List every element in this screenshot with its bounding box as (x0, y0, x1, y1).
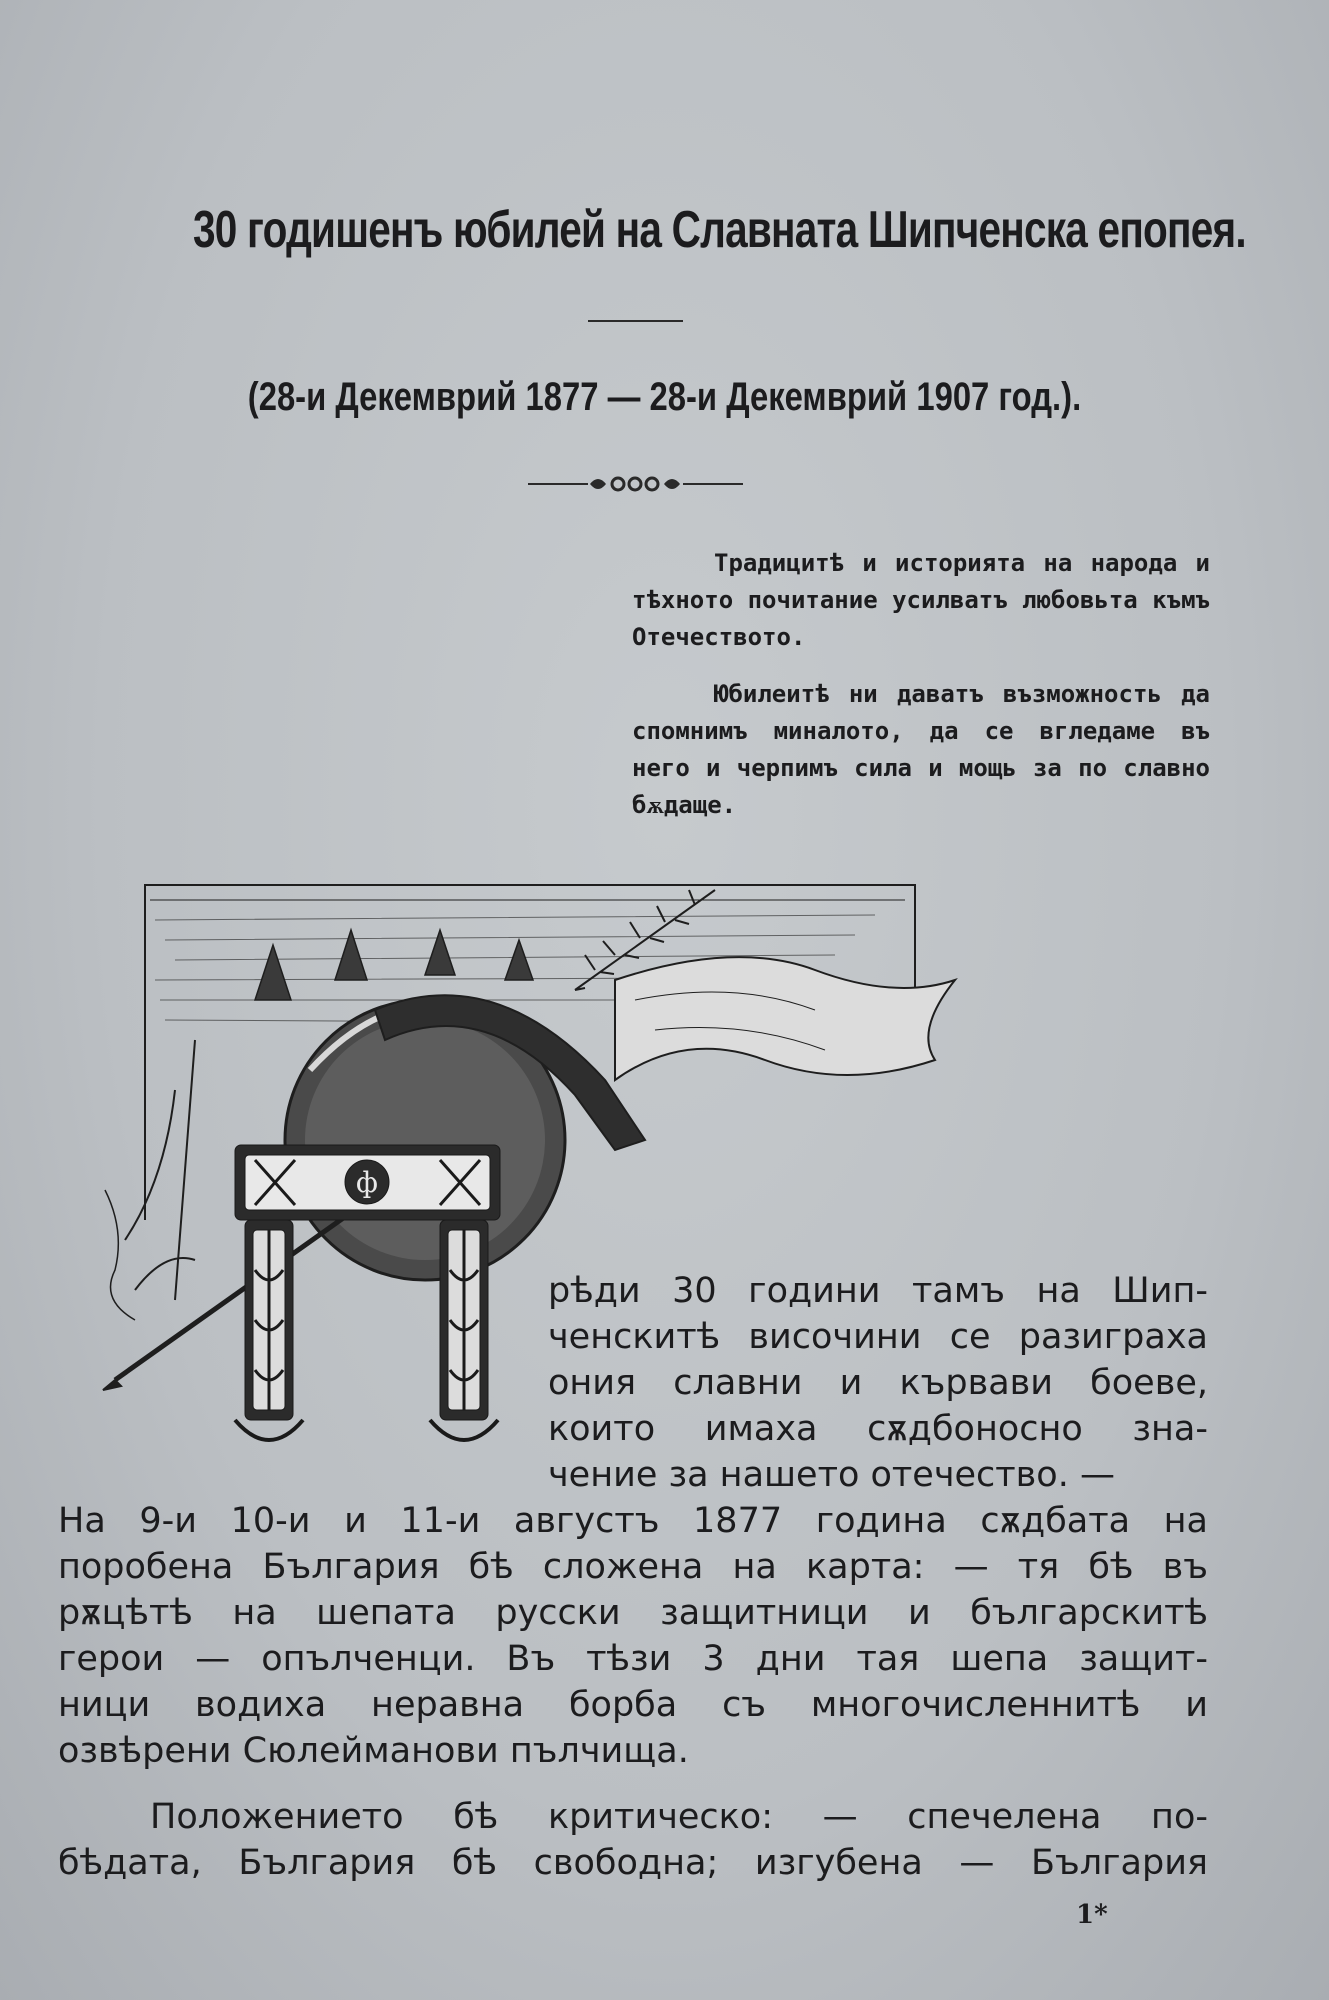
paragraph-2 (58, 1794, 1208, 1886)
epigraph-paragraph-1: Традицитѣ и историята на народа и тѣхното почитание усилватъ любовьта къмъ Отечеството. (632, 549, 1210, 651)
page-title: 30 годишенъ юбилей на Славната Шипченска епопея. (192, 201, 1246, 259)
text-line: чение за нашето отечество. — (548, 1455, 1115, 1495)
text-line: ония славни и кървави боеве, (548, 1363, 1208, 1403)
ornament-divider (528, 470, 743, 498)
text-line: които имаха сѫдбоносно зна- (548, 1409, 1208, 1449)
page-number: 1* (1076, 1900, 1108, 1930)
date-subtitle: (28-и Декемврий 1877 — 28-и Декемврий 1907 год.). (247, 375, 1082, 419)
title-divider (588, 320, 683, 322)
paragraph-1-beside-initial (548, 1268, 1208, 1498)
paragraph-1-continued (58, 1498, 1208, 1774)
text-line: рѫцѣтѣ на шепата русски защитници и българскитѣ (58, 1593, 1208, 1633)
initial-letter-glyph: П (95, 860, 96, 861)
text-line: озвѣрени Сюлейманови пълчища. (58, 1731, 689, 1771)
text-line: ници водиха неравна борба съ многочисленнитѣ и (58, 1685, 1208, 1725)
text-line: На 9-и 10-и и 11-и августъ 1877 година сѫдбата на (58, 1501, 1208, 1541)
text-line: поробена България бѣ сложена на карта: — тя бѣ въ (58, 1547, 1208, 1587)
epigraph-paragraph-2: Юбилеитѣ ни даватъ възможность да спомнимъ миналото, да се вгледаме въ него и черпимъ сила и мощь за по славно бѫдаще. (632, 680, 1210, 819)
text-line: герои — опълченци. Въ тѣзи 3 дни тая шепа защит- (58, 1639, 1208, 1679)
svg-text:ф: ф (356, 1166, 378, 1199)
text-line: рѣди 30 години тамъ на Шип- (548, 1271, 1208, 1311)
text-line: ченскитѣ височини се разиграха (548, 1317, 1208, 1357)
epigraph (632, 545, 1210, 844)
text-line: бѣдата, България бѣ свободна; изгубена — България (58, 1843, 1208, 1883)
text-line: Положението бѣ критическо: — спечелена по- (150, 1797, 1208, 1837)
